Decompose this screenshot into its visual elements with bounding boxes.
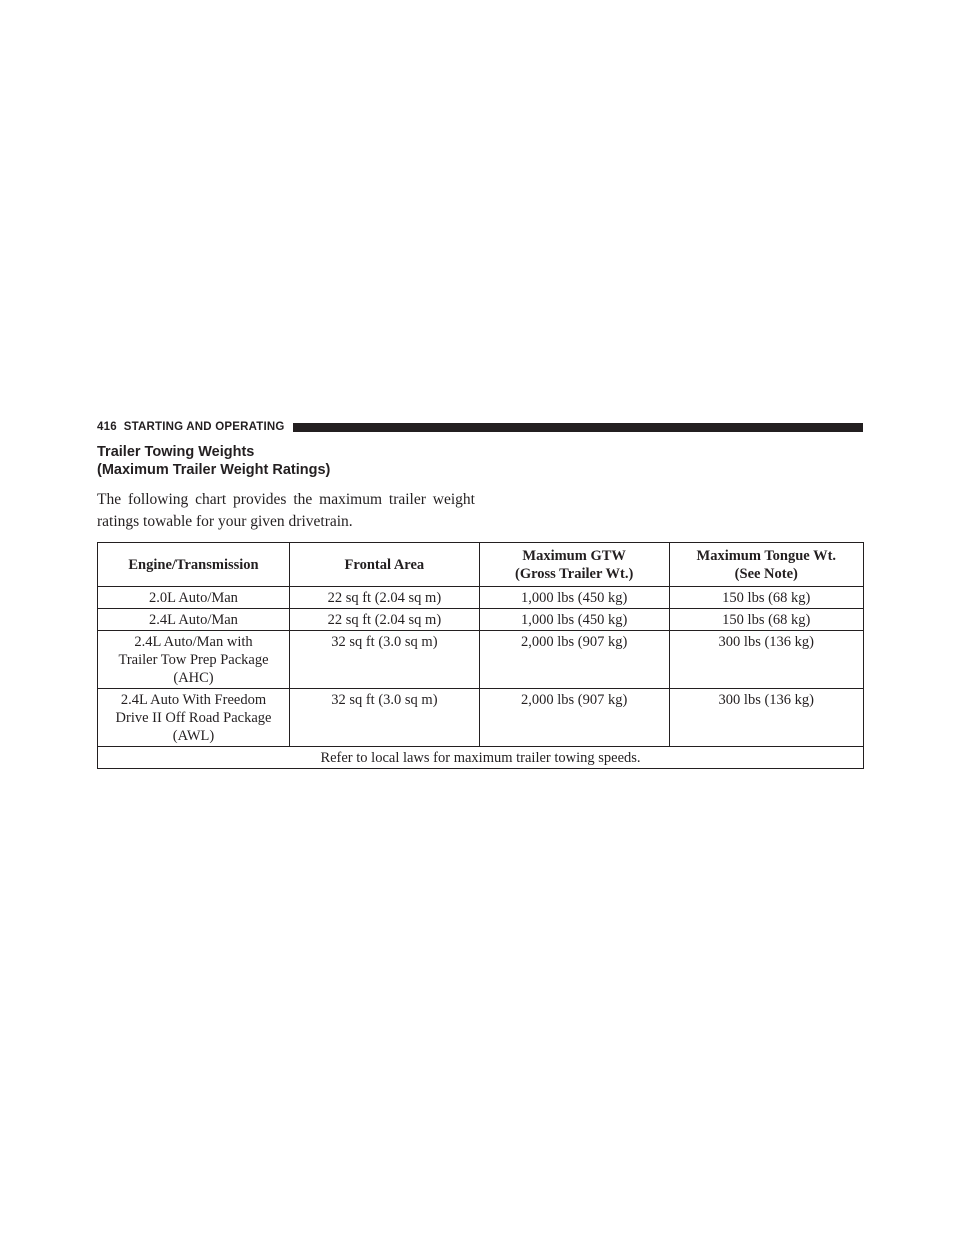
cell-text: 2.0L Auto/Man <box>149 590 238 606</box>
cell-text: 32 sq ft (3.0 sq m) <box>331 692 438 708</box>
cell-max-tongue <box>669 609 863 631</box>
title-line-1: Trailer Towing Weights <box>97 444 255 460</box>
cell-max-gtw <box>479 689 669 747</box>
table-header-row <box>98 543 864 587</box>
header-maximum-gtw <box>479 543 669 587</box>
header-text: Maximum Tongue Wt. <box>696 548 837 564</box>
cell-max-tongue <box>669 689 863 747</box>
header-rule <box>293 423 863 432</box>
cell-text: 2.4L Auto/Man <box>149 612 238 628</box>
header-text: Engine/Transmission <box>128 557 259 573</box>
header-frontal-area <box>290 543 480 587</box>
page-title <box>97 443 330 479</box>
cell-engine <box>98 631 290 689</box>
cell-frontal-area <box>290 689 480 747</box>
cell-frontal-area <box>290 609 480 631</box>
header-maximum-tongue-weight <box>669 543 863 587</box>
header-text: (See Note) <box>734 566 798 582</box>
intro-paragraph: The following chart provides the maximum trailer weight ratings towable for your given drivetrain. <box>97 491 475 530</box>
cell-text: Trailer Tow Prep Package <box>118 652 269 668</box>
cell-text: 300 lbs (136 kg) <box>718 634 815 650</box>
cell-text: 2.4L Auto With Freedom <box>120 692 267 708</box>
cell-text: 2,000 lbs (907 kg) <box>520 634 628 650</box>
cell-text: 22 sq ft (2.04 sq m) <box>327 590 442 606</box>
title-line-2: (Maximum Trailer Weight Ratings) <box>97 462 331 478</box>
header-text: Maximum GTW <box>522 548 626 564</box>
table-footnote: Refer to local laws for maximum trailer towing speeds. <box>98 747 864 769</box>
cell-text: 2.4L Auto/Man with <box>134 634 253 650</box>
cell-engine <box>98 689 290 747</box>
cell-text: 32 sq ft (3.0 sq m) <box>331 634 438 650</box>
towing-weights-table <box>97 542 864 769</box>
cell-text: 2,000 lbs (907 kg) <box>520 692 628 708</box>
cell-max-tongue <box>669 631 863 689</box>
cell-text: 1,000 lbs (450 kg) <box>520 612 628 628</box>
table-row <box>98 609 864 631</box>
table-row <box>98 587 864 609</box>
cell-engine <box>98 609 290 631</box>
table-row <box>98 631 864 689</box>
cell-max-tongue <box>669 587 863 609</box>
header-text: Frontal Area <box>344 557 425 573</box>
cell-text: 150 lbs (68 kg) <box>722 590 811 606</box>
page-header <box>97 419 863 435</box>
header-engine-transmission <box>98 543 290 587</box>
page-number: 416 <box>97 421 117 433</box>
cell-max-gtw <box>479 609 669 631</box>
header-text: (Gross Trailer Wt.) <box>515 566 634 582</box>
cell-text: (AHC) <box>173 670 214 686</box>
cell-text: (AWL) <box>172 728 215 744</box>
cell-text: 150 lbs (68 kg) <box>722 612 811 628</box>
cell-text: 22 sq ft (2.04 sq m) <box>327 612 442 628</box>
cell-frontal-area <box>290 587 480 609</box>
table-footer-row <box>98 747 864 769</box>
cell-frontal-area <box>290 631 480 689</box>
cell-text: 300 lbs (136 kg) <box>718 692 815 708</box>
cell-text: 1,000 lbs (450 kg) <box>520 590 628 606</box>
section-title: STARTING AND OPERATING <box>123 421 285 433</box>
cell-text: Drive II Off Road Package <box>115 710 272 726</box>
cell-engine <box>98 587 290 609</box>
table-row <box>98 689 864 747</box>
cell-max-gtw <box>479 631 669 689</box>
cell-max-gtw <box>479 587 669 609</box>
